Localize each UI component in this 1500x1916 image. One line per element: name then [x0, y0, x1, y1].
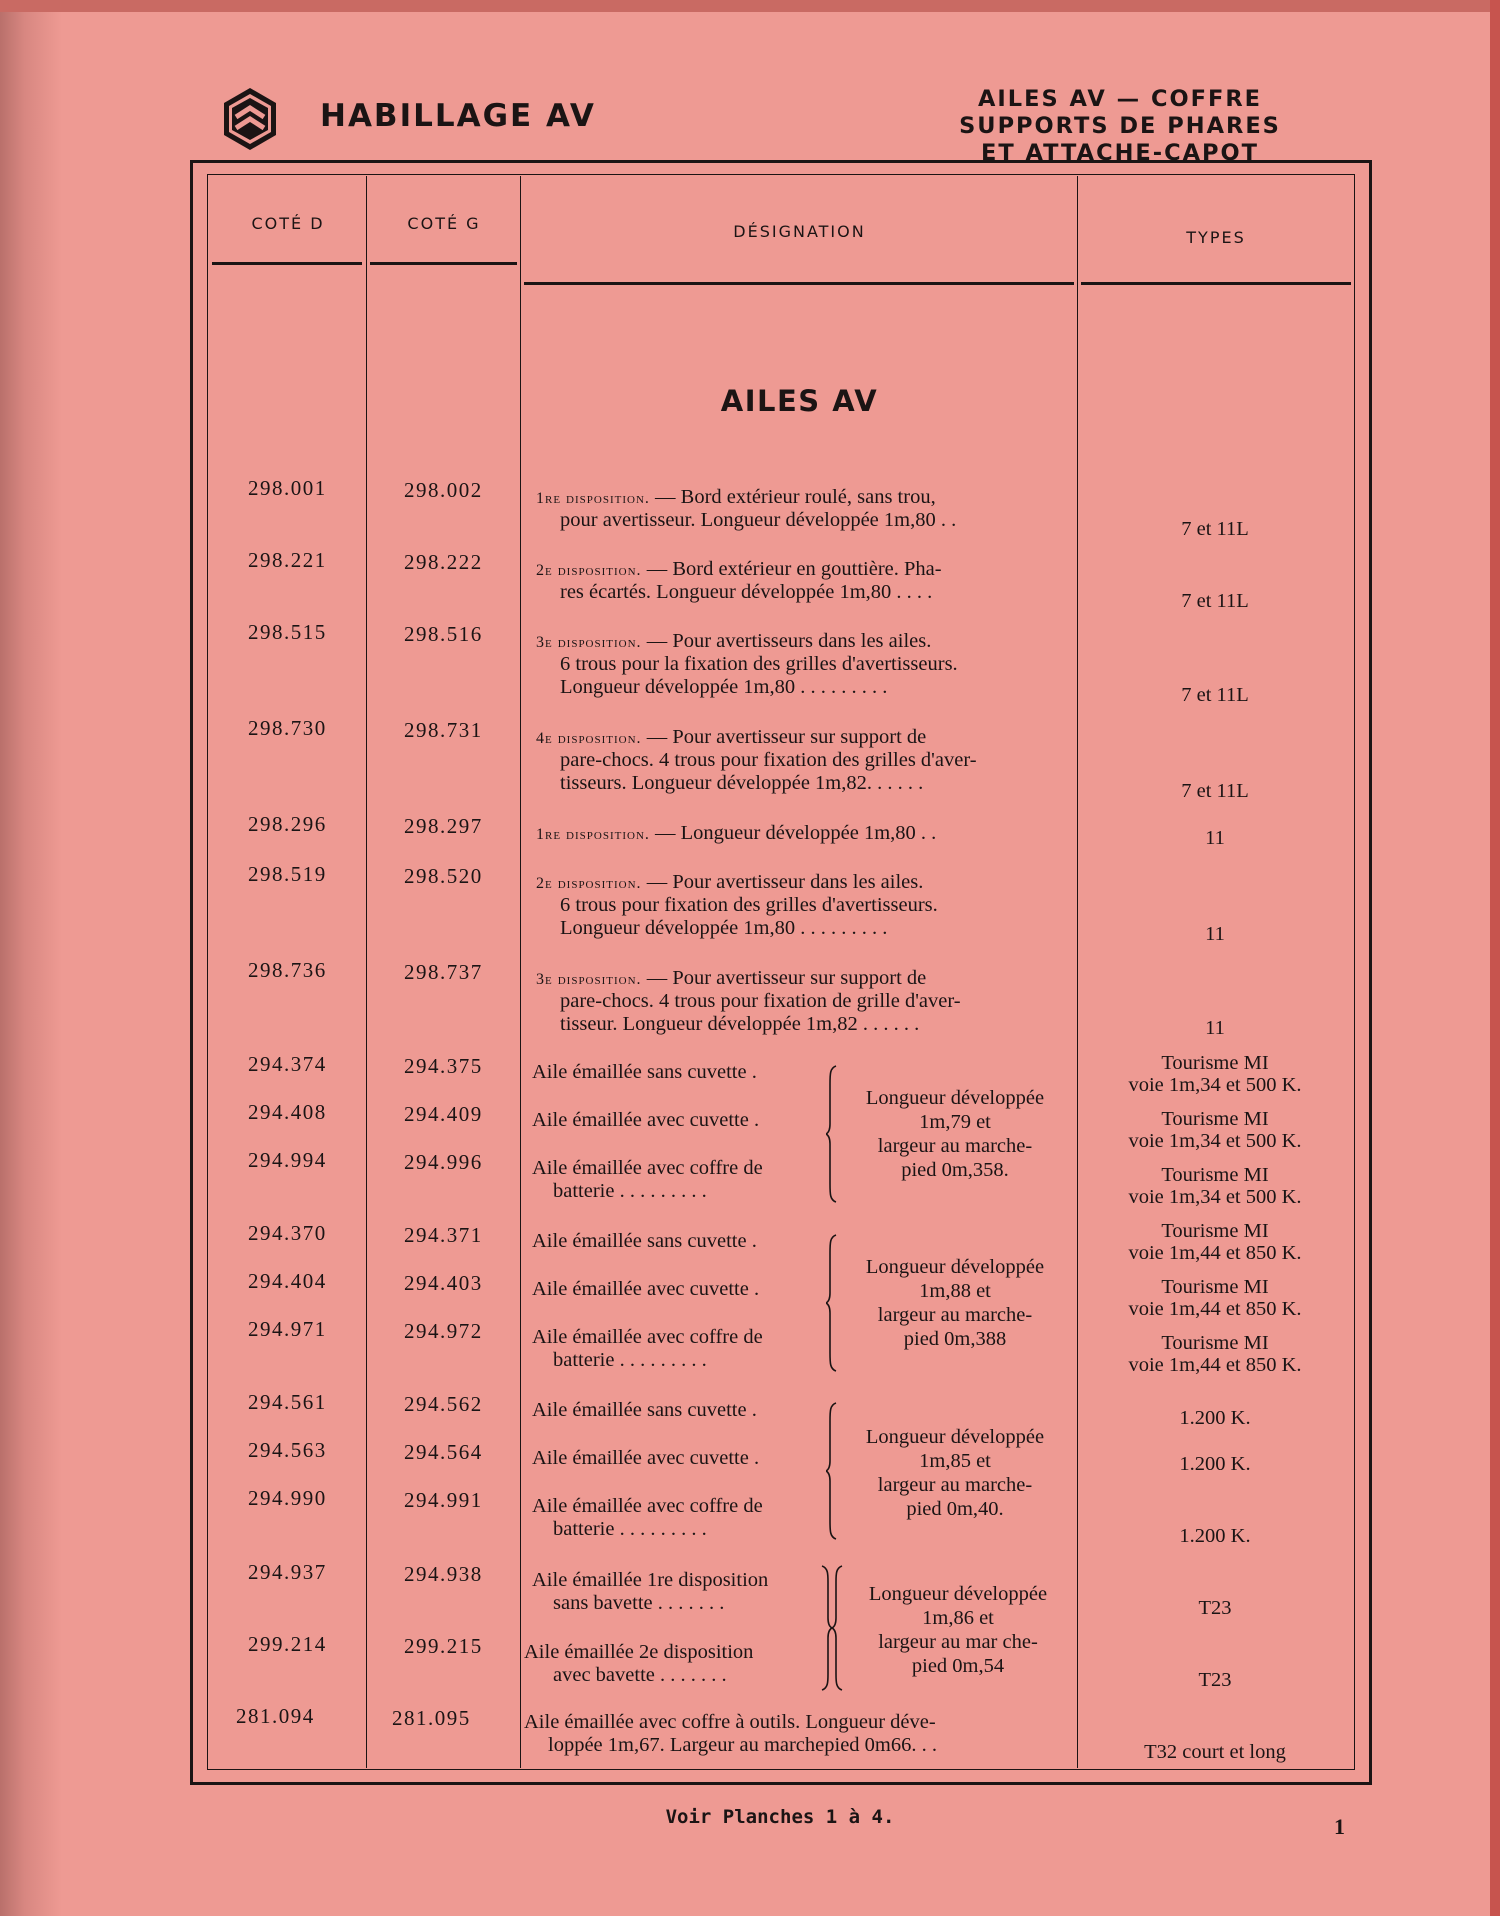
designation-line: pare-chocs. 4 trous pour fixation des grilles d'aver- — [560, 749, 977, 771]
part-code-g: 294.972 — [404, 1319, 483, 1343]
designation-line: Aile émaillée avec coffre de — [532, 1326, 763, 1348]
part-code-g: 294.938 — [404, 1562, 483, 1586]
disposition-label: 3e disposition. — [536, 971, 642, 988]
designation-line: Aile émaillée sans cuvette . — [532, 1061, 757, 1083]
type-cell: 11 — [1205, 827, 1225, 849]
type-cell: T23 — [1198, 1669, 1232, 1691]
part-code-g: 281.095 — [392, 1706, 471, 1730]
type-cell: 1.200 K. — [1179, 1525, 1251, 1547]
page-number: 1 — [1334, 1814, 1345, 1839]
disposition-label: 1re disposition. — [536, 490, 650, 507]
part-code-g: 298.737 — [404, 960, 483, 984]
type-cell: T32 court et long — [1144, 1741, 1286, 1763]
brace-note-line: 1m,86 et — [922, 1607, 994, 1629]
type-cell: Tourisme MI — [1161, 1220, 1269, 1242]
brace-note-line: largeur au marche- — [877, 1135, 1033, 1157]
disposition-label: 4e disposition. — [536, 730, 642, 747]
type-cell: 11 — [1205, 1017, 1225, 1039]
brace-note-line: pied 0m,358. — [901, 1159, 1009, 1181]
part-code-g: 298.516 — [404, 622, 483, 646]
part-code-d: 298.221 — [248, 548, 327, 572]
designation-line — [536, 821, 936, 847]
designation-line: Aile émaillée avec cuvette . — [532, 1278, 760, 1300]
brace-note-line: Longueur développée — [865, 1087, 1045, 1109]
type-cell: 7 et 11L — [1181, 780, 1249, 802]
brace-note-line: pied 0m,54 — [911, 1655, 1005, 1677]
designation-text: — Pour avertisseurs dans les ailes. — [646, 630, 932, 652]
brace-note-line: 1m,88 et — [919, 1280, 991, 1302]
brace-note-line: largeur au mar che- — [878, 1631, 1038, 1653]
designation-line: batterie . . . . . . . . . — [553, 1180, 707, 1202]
part-code-d: 298.296 — [248, 812, 327, 836]
designation-line: Aile émaillée avec cuvette . — [532, 1109, 760, 1131]
part-code-g: 298.222 — [404, 550, 483, 574]
heading-line: AILES AV — COFFRE — [977, 86, 1263, 112]
header-rule — [524, 282, 1074, 285]
part-code-d: 294.971 — [248, 1317, 327, 1341]
brace-note-line: pied 0m,40. — [906, 1498, 1004, 1520]
type-cell: 1.200 K. — [1179, 1407, 1251, 1429]
column-header-cote-g: COTÉ G — [407, 214, 481, 233]
designation-line: sans bavette . . . . . . . — [553, 1592, 725, 1614]
type-cell: 1.200 K. — [1179, 1453, 1251, 1475]
type-cell: 7 et 11L — [1181, 684, 1249, 706]
part-code-g: 294.564 — [404, 1440, 483, 1464]
designation-line: batterie . . . . . . . . . — [553, 1349, 707, 1371]
part-code-g: 299.215 — [404, 1634, 483, 1658]
designation-line: Aile émaillée avec coffre de — [532, 1495, 763, 1517]
designation-line: Aile émaillée avec coffre à outils. Longueur déve- — [524, 1711, 936, 1733]
part-code-d: 299.214 — [248, 1632, 327, 1656]
brace-note — [840, 1086, 1070, 1182]
designation-line: Aile émaillée avec coffre de — [532, 1157, 763, 1179]
brace-icon — [826, 1064, 840, 1204]
part-code-d: 298.736 — [248, 958, 327, 982]
brace-note-line: largeur au marche- — [877, 1304, 1033, 1326]
designation-line: res écartés. Longueur développée 1m,80 . . . . — [560, 581, 933, 603]
part-code-d: 281.094 — [236, 1704, 315, 1728]
citroen-chevron-logo — [221, 86, 279, 152]
column-divider — [1077, 176, 1078, 1768]
disposition-label: 3e disposition. — [536, 634, 642, 651]
column-header-designation: DÉSIGNATION — [733, 222, 866, 241]
brace-note — [840, 1255, 1070, 1351]
part-code-g: 294.371 — [404, 1223, 483, 1247]
part-code-d: 298.515 — [248, 620, 327, 644]
designation-text: — Bord extérieur roulé, sans trou, — [655, 486, 936, 508]
footer-reference: Voir Planches 1 à 4. — [665, 1806, 895, 1828]
disposition-label: 2e disposition. — [536, 875, 642, 892]
part-code-d: 294.563 — [248, 1438, 327, 1462]
type-cell: voie 1m,44 et 850 K. — [1128, 1242, 1302, 1264]
designation-line: batterie . . . . . . . . . — [553, 1518, 707, 1540]
part-code-d: 294.408 — [248, 1100, 327, 1124]
brace-note-line: pied 0m,388 — [903, 1328, 1007, 1350]
brace-note — [846, 1582, 1070, 1678]
designation-line: pour avertisseur. Longueur développée 1m,80 . . — [560, 509, 957, 531]
part-code-d: 298.730 — [248, 716, 327, 740]
designation-line: Aile émaillée 2e disposition — [524, 1641, 754, 1663]
brace-note-line: largeur au marche- — [877, 1474, 1033, 1496]
designation-line: pare-chocs. 4 trous pour fixation de grille d'aver- — [560, 990, 961, 1012]
part-code-g: 294.403 — [404, 1271, 483, 1295]
brace-note-line: Longueur développée — [865, 1256, 1045, 1278]
designation-text: — Pour avertisseur sur support de — [646, 726, 927, 748]
brace-note-line: Longueur développée — [868, 1583, 1048, 1605]
type-cell: voie 1m,34 et 500 K. — [1128, 1186, 1302, 1208]
part-code-d: 294.561 — [248, 1390, 327, 1414]
part-code-g: 294.375 — [404, 1054, 483, 1078]
designation-line: avec bavette . . . . . . . — [553, 1664, 727, 1686]
part-code-g: 294.996 — [404, 1150, 483, 1174]
header-rule — [370, 262, 517, 265]
type-cell: Tourisme MI — [1161, 1164, 1269, 1186]
ailes-av-title: AILES AV — [720, 384, 879, 418]
designation-line: Longueur développée 1m,80 . . . . . . . . . — [560, 917, 888, 939]
part-code-g: 294.991 — [404, 1488, 483, 1512]
designation-line: 6 trous pour la fixation des grilles d'avertisseurs. — [560, 653, 958, 675]
type-cell: voie 1m,34 et 500 K. — [1128, 1130, 1302, 1152]
designation-line: Longueur développée 1m,80 . . . . . . . . . — [560, 676, 888, 698]
designation-text: — Bord extérieur en gouttière. Pha- — [646, 558, 942, 580]
heading-line: ET ATTACHE-CAPOT — [980, 140, 1260, 166]
designation-line: Aile émaillée avec cuvette . — [532, 1447, 760, 1469]
column-divider — [366, 176, 367, 1768]
part-code-g: 298.731 — [404, 718, 483, 742]
type-cell: 11 — [1205, 923, 1225, 945]
section-heading — [900, 86, 1340, 167]
part-code-d: 294.374 — [248, 1052, 327, 1076]
type-cell: voie 1m,44 et 850 K. — [1128, 1354, 1302, 1376]
brace-note — [840, 1425, 1070, 1521]
brace-icon — [832, 1564, 846, 1692]
part-code-d: 294.990 — [248, 1486, 327, 1510]
part-code-g: 298.520 — [404, 864, 483, 888]
brace-icon — [818, 1564, 832, 1692]
brace-icon — [826, 1401, 840, 1541]
brace-note-line: 1m,85 et — [919, 1450, 991, 1472]
part-code-g: 298.002 — [404, 478, 483, 502]
designation-line: loppée 1m,67. Largeur au marchepied 0m66. . . — [548, 1734, 937, 1756]
type-cell: Tourisme MI — [1161, 1052, 1269, 1074]
designation-text: — Longueur développée 1m,80 . . — [655, 822, 937, 844]
designation-line: Aile émaillée sans cuvette . — [532, 1230, 757, 1252]
header-rule — [1081, 282, 1351, 285]
part-code-g: 294.409 — [404, 1102, 483, 1126]
designation-line: tisseur. Longueur développée 1m,82 . . . . . . — [560, 1013, 920, 1035]
brace-icon — [826, 1233, 840, 1373]
part-code-d: 294.937 — [248, 1560, 327, 1584]
type-cell: voie 1m,44 et 850 K. — [1128, 1298, 1302, 1320]
column-header-cote-d: COTÉ D — [251, 214, 325, 233]
brace-note-line: Longueur développée — [865, 1426, 1045, 1448]
disposition-label: 1re disposition. — [536, 826, 650, 843]
designation-line: Aile émaillée 1re disposition — [532, 1569, 769, 1591]
type-cell: Tourisme MI — [1161, 1276, 1269, 1298]
designation-line: Aile émaillée sans cuvette . — [532, 1399, 757, 1421]
part-code-g: 294.562 — [404, 1392, 483, 1416]
type-cell: 7 et 11L — [1181, 590, 1249, 612]
column-header-types: TYPES — [1186, 228, 1246, 247]
column-divider — [520, 176, 521, 1768]
type-cell: Tourisme MI — [1161, 1108, 1269, 1130]
page-title: HABILLAGE AV — [320, 98, 596, 134]
part-code-d: 294.994 — [248, 1148, 327, 1172]
designation-line: tisseurs. Longueur développée 1m,82. . . . . . — [560, 772, 924, 794]
part-code-g: 298.297 — [404, 814, 483, 838]
type-cell: Tourisme MI — [1161, 1332, 1269, 1354]
type-cell: voie 1m,34 et 500 K. — [1128, 1074, 1302, 1096]
part-code-d: 294.370 — [248, 1221, 327, 1245]
type-cell: 7 et 11L — [1181, 518, 1249, 540]
header-rule — [212, 262, 362, 265]
disposition-label: 2e disposition. — [536, 562, 642, 579]
designation-text: — Pour avertisseur dans les ailes. — [646, 871, 924, 893]
designation-text: — Pour avertisseur sur support de — [646, 967, 927, 989]
brace-note-line: 1m,79 et — [919, 1111, 991, 1133]
part-code-d: 294.404 — [248, 1269, 327, 1293]
heading-line: SUPPORTS DE PHARES — [959, 113, 1281, 139]
part-code-d: 298.001 — [248, 476, 327, 500]
type-cell: T23 — [1198, 1597, 1232, 1619]
designation-line: 6 trous pour fixation des grilles d'avertisseurs. — [560, 894, 938, 916]
page-top-edge — [0, 0, 1500, 12]
part-code-d: 298.519 — [248, 862, 327, 886]
